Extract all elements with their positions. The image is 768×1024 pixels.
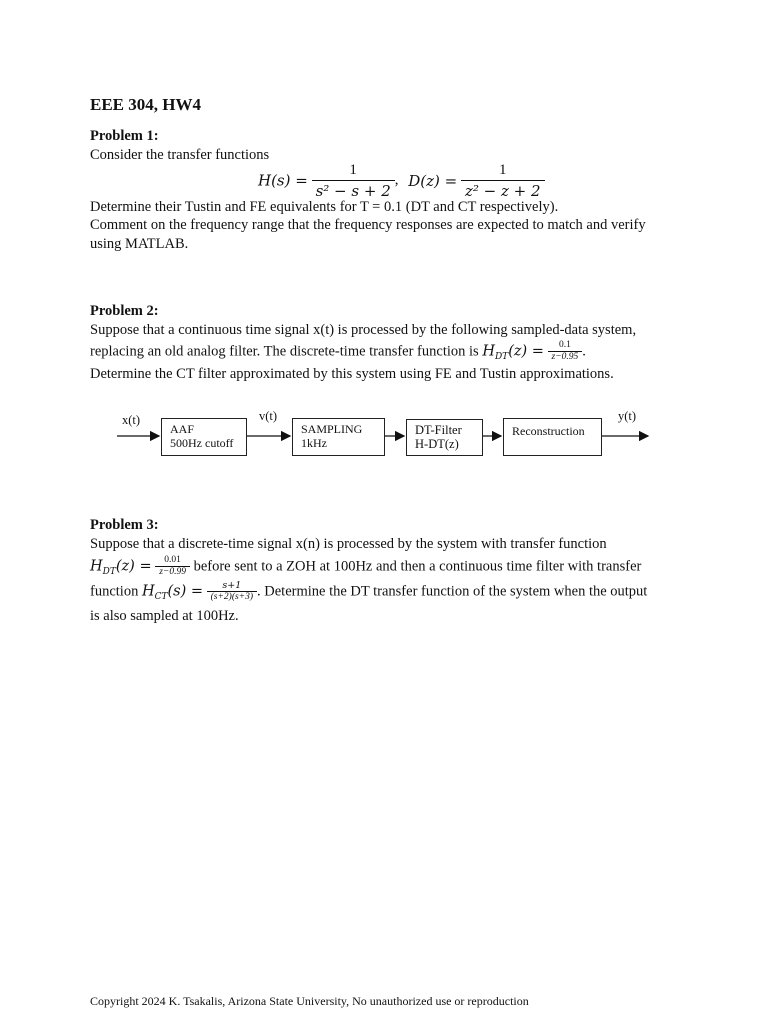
- h-dt-symbol: H: [482, 343, 495, 360]
- h-dt3-subscript: DT: [102, 566, 116, 577]
- problem-3-line-3-text: . Determine the DT transfer function of the system when the output: [257, 583, 648, 600]
- problem-2-line-2-end: .: [582, 343, 586, 360]
- signal-x-label: x(t): [122, 413, 141, 427]
- problem-1-intro: Consider the transfer functions: [90, 147, 270, 163]
- h-ct-fraction: [207, 580, 257, 603]
- signal-y-label: y(t): [618, 409, 637, 423]
- aaf-block: [161, 418, 247, 456]
- h-ct-subscript: CT: [154, 591, 168, 602]
- problem-3-line-4: is also sampled at 100Hz.: [90, 608, 239, 624]
- problem-3-line-2-text: before sent to a ZOH at 100Hz and then a continuous time filter with transfer: [189, 558, 642, 575]
- signal-v-label: v(t): [259, 409, 278, 423]
- problem-2-line-2-text: replacing an old analog filter. The discrete-time transfer function is: [90, 343, 483, 360]
- d-z-fraction: [461, 160, 545, 201]
- dtfilter-block-label-2: H-DT(z): [415, 437, 459, 451]
- h-dt3-denominator: z−0.99: [155, 566, 190, 578]
- problem-1-equation: [258, 160, 545, 201]
- h-s-fraction: [312, 160, 395, 201]
- document-title: EEE 304, HW4: [90, 95, 201, 114]
- h-dt3-arg: (z) =: [115, 558, 152, 575]
- d-z-numerator: 1: [499, 162, 507, 178]
- h-dt-denominator: z−0.95: [548, 351, 583, 363]
- h-ct-arg: (s) =: [167, 583, 204, 600]
- h-dt-numerator: 0.1: [558, 340, 571, 351]
- h-dt-fraction: [548, 340, 583, 363]
- h-ct-numerator: s+1: [222, 580, 242, 592]
- h-dt-subscript: DT: [494, 351, 509, 362]
- problem-3-heading: Problem 3:: [90, 517, 159, 533]
- problem-1-line-2: Comment on the frequency range that the frequency responses are expected to match and verify: [90, 217, 646, 233]
- h-dt-arg: (z) =: [508, 343, 544, 360]
- h-dt3-numerator: 0.01: [164, 555, 181, 566]
- h-s-denominator: s² − s + 2: [312, 180, 395, 201]
- problem-2-line-1: Suppose that a continuous time signal x(t) is processed by the following sampled-data system,: [90, 322, 637, 338]
- problem-3-line-1: Suppose that a discrete-time signal x(n) is processed by the system with transfer function: [90, 536, 607, 552]
- h-ct-symbol: H: [141, 583, 155, 600]
- d-z-lhs: D(z) =: [408, 171, 458, 190]
- sampling-block: [292, 418, 385, 456]
- problem-2-line-3: Determine the CT filter approximated by this system using FE and Tustin approximations.: [90, 366, 614, 382]
- reconstruction-block: [503, 418, 602, 456]
- h-s-lhs: H(s) =: [258, 171, 308, 190]
- problem-2-heading: Problem 2:: [90, 303, 159, 319]
- sampling-block-label-1: SAMPLING: [301, 422, 363, 436]
- h-dt3-fraction: [155, 555, 190, 578]
- copyright-footer: Copyright 2024 K. Tsakalis, Arizona State University, No unauthorized use or reproduction: [90, 994, 529, 1008]
- dtfilter-block: [406, 419, 483, 456]
- reconstruction-block-label: Reconstruction: [512, 424, 585, 438]
- h-ct-denominator: (s+2)(s+3): [207, 591, 257, 603]
- aaf-block-label-1: AAF: [170, 422, 195, 436]
- problem-1-heading: Problem 1:: [90, 128, 159, 144]
- problem-3-line-3-prefix: function: [90, 583, 142, 600]
- problem-1-line-1: Determine their Tustin and FE equivalents for T = 0.1 (DT and CT respectively).: [90, 199, 559, 215]
- problem-1-line-3: using MATLAB.: [90, 236, 189, 252]
- h-s-numerator: 1: [349, 162, 357, 178]
- h-dt3-symbol: H: [90, 558, 103, 575]
- aaf-block-label-2: 500Hz cutoff: [170, 436, 234, 450]
- d-z-denominator: z² − z + 2: [461, 180, 545, 201]
- equation-separator: ,: [394, 172, 399, 188]
- sampling-block-label-2: 1kHz: [301, 436, 327, 450]
- dtfilter-block-label-1: DT-Filter: [415, 423, 462, 437]
